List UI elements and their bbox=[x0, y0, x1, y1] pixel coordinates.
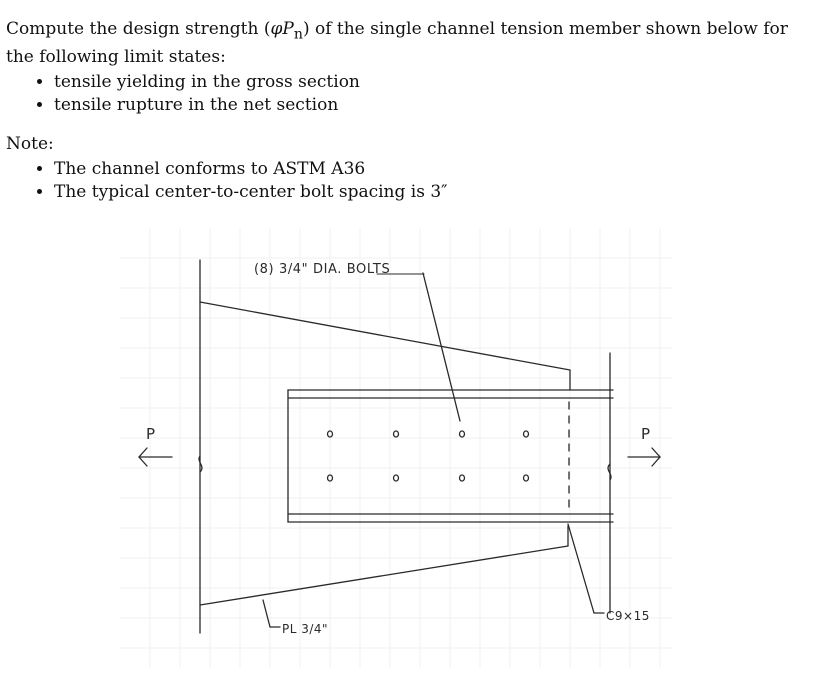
problem-intro bbox=[6, 18, 816, 69]
plate-bottom-edge bbox=[200, 546, 568, 605]
limit-state-item: • tensile rupture in the net section bbox=[54, 94, 816, 117]
plate-leader-line bbox=[263, 600, 270, 627]
notes-list bbox=[6, 158, 816, 204]
bolts-leader-line bbox=[423, 273, 460, 421]
intro-text: Compute the design strength ( bbox=[6, 19, 271, 39]
note-item: • The typical center-to-center bolt spacing is 3″ bbox=[54, 181, 816, 204]
bolt-hole bbox=[460, 431, 465, 437]
phi-pn-symbol: φP bbox=[270, 19, 294, 39]
bolt-hole bbox=[524, 475, 529, 481]
problem-statement bbox=[6, 18, 816, 204]
load-label-left: P bbox=[146, 425, 156, 443]
subscript-n: n bbox=[293, 26, 303, 43]
intro-text-end: ) of the single channel tension member shown below for the following limit states: bbox=[6, 19, 788, 68]
plate-label: PL 3/4" bbox=[282, 622, 329, 636]
bolt-hole bbox=[394, 475, 399, 481]
bolts-label: (8) 3/4" DIA. BOLTS bbox=[254, 262, 391, 277]
bolt-hole bbox=[394, 431, 399, 437]
note-label: Note: bbox=[6, 134, 54, 155]
plate-top-edge bbox=[200, 302, 570, 370]
load-label-right: P bbox=[641, 425, 651, 443]
channel-label: C9×15 bbox=[606, 609, 650, 623]
limit-state-item: • tensile yielding in the gross section bbox=[54, 71, 816, 94]
bolt-hole bbox=[460, 475, 465, 481]
note-item: • The channel conforms to ASTM A36 bbox=[54, 158, 816, 181]
limit-states-list bbox=[6, 71, 816, 117]
bolt-hole bbox=[524, 431, 529, 437]
channel-leader-line bbox=[568, 524, 594, 613]
connection-sketch bbox=[120, 228, 672, 668]
